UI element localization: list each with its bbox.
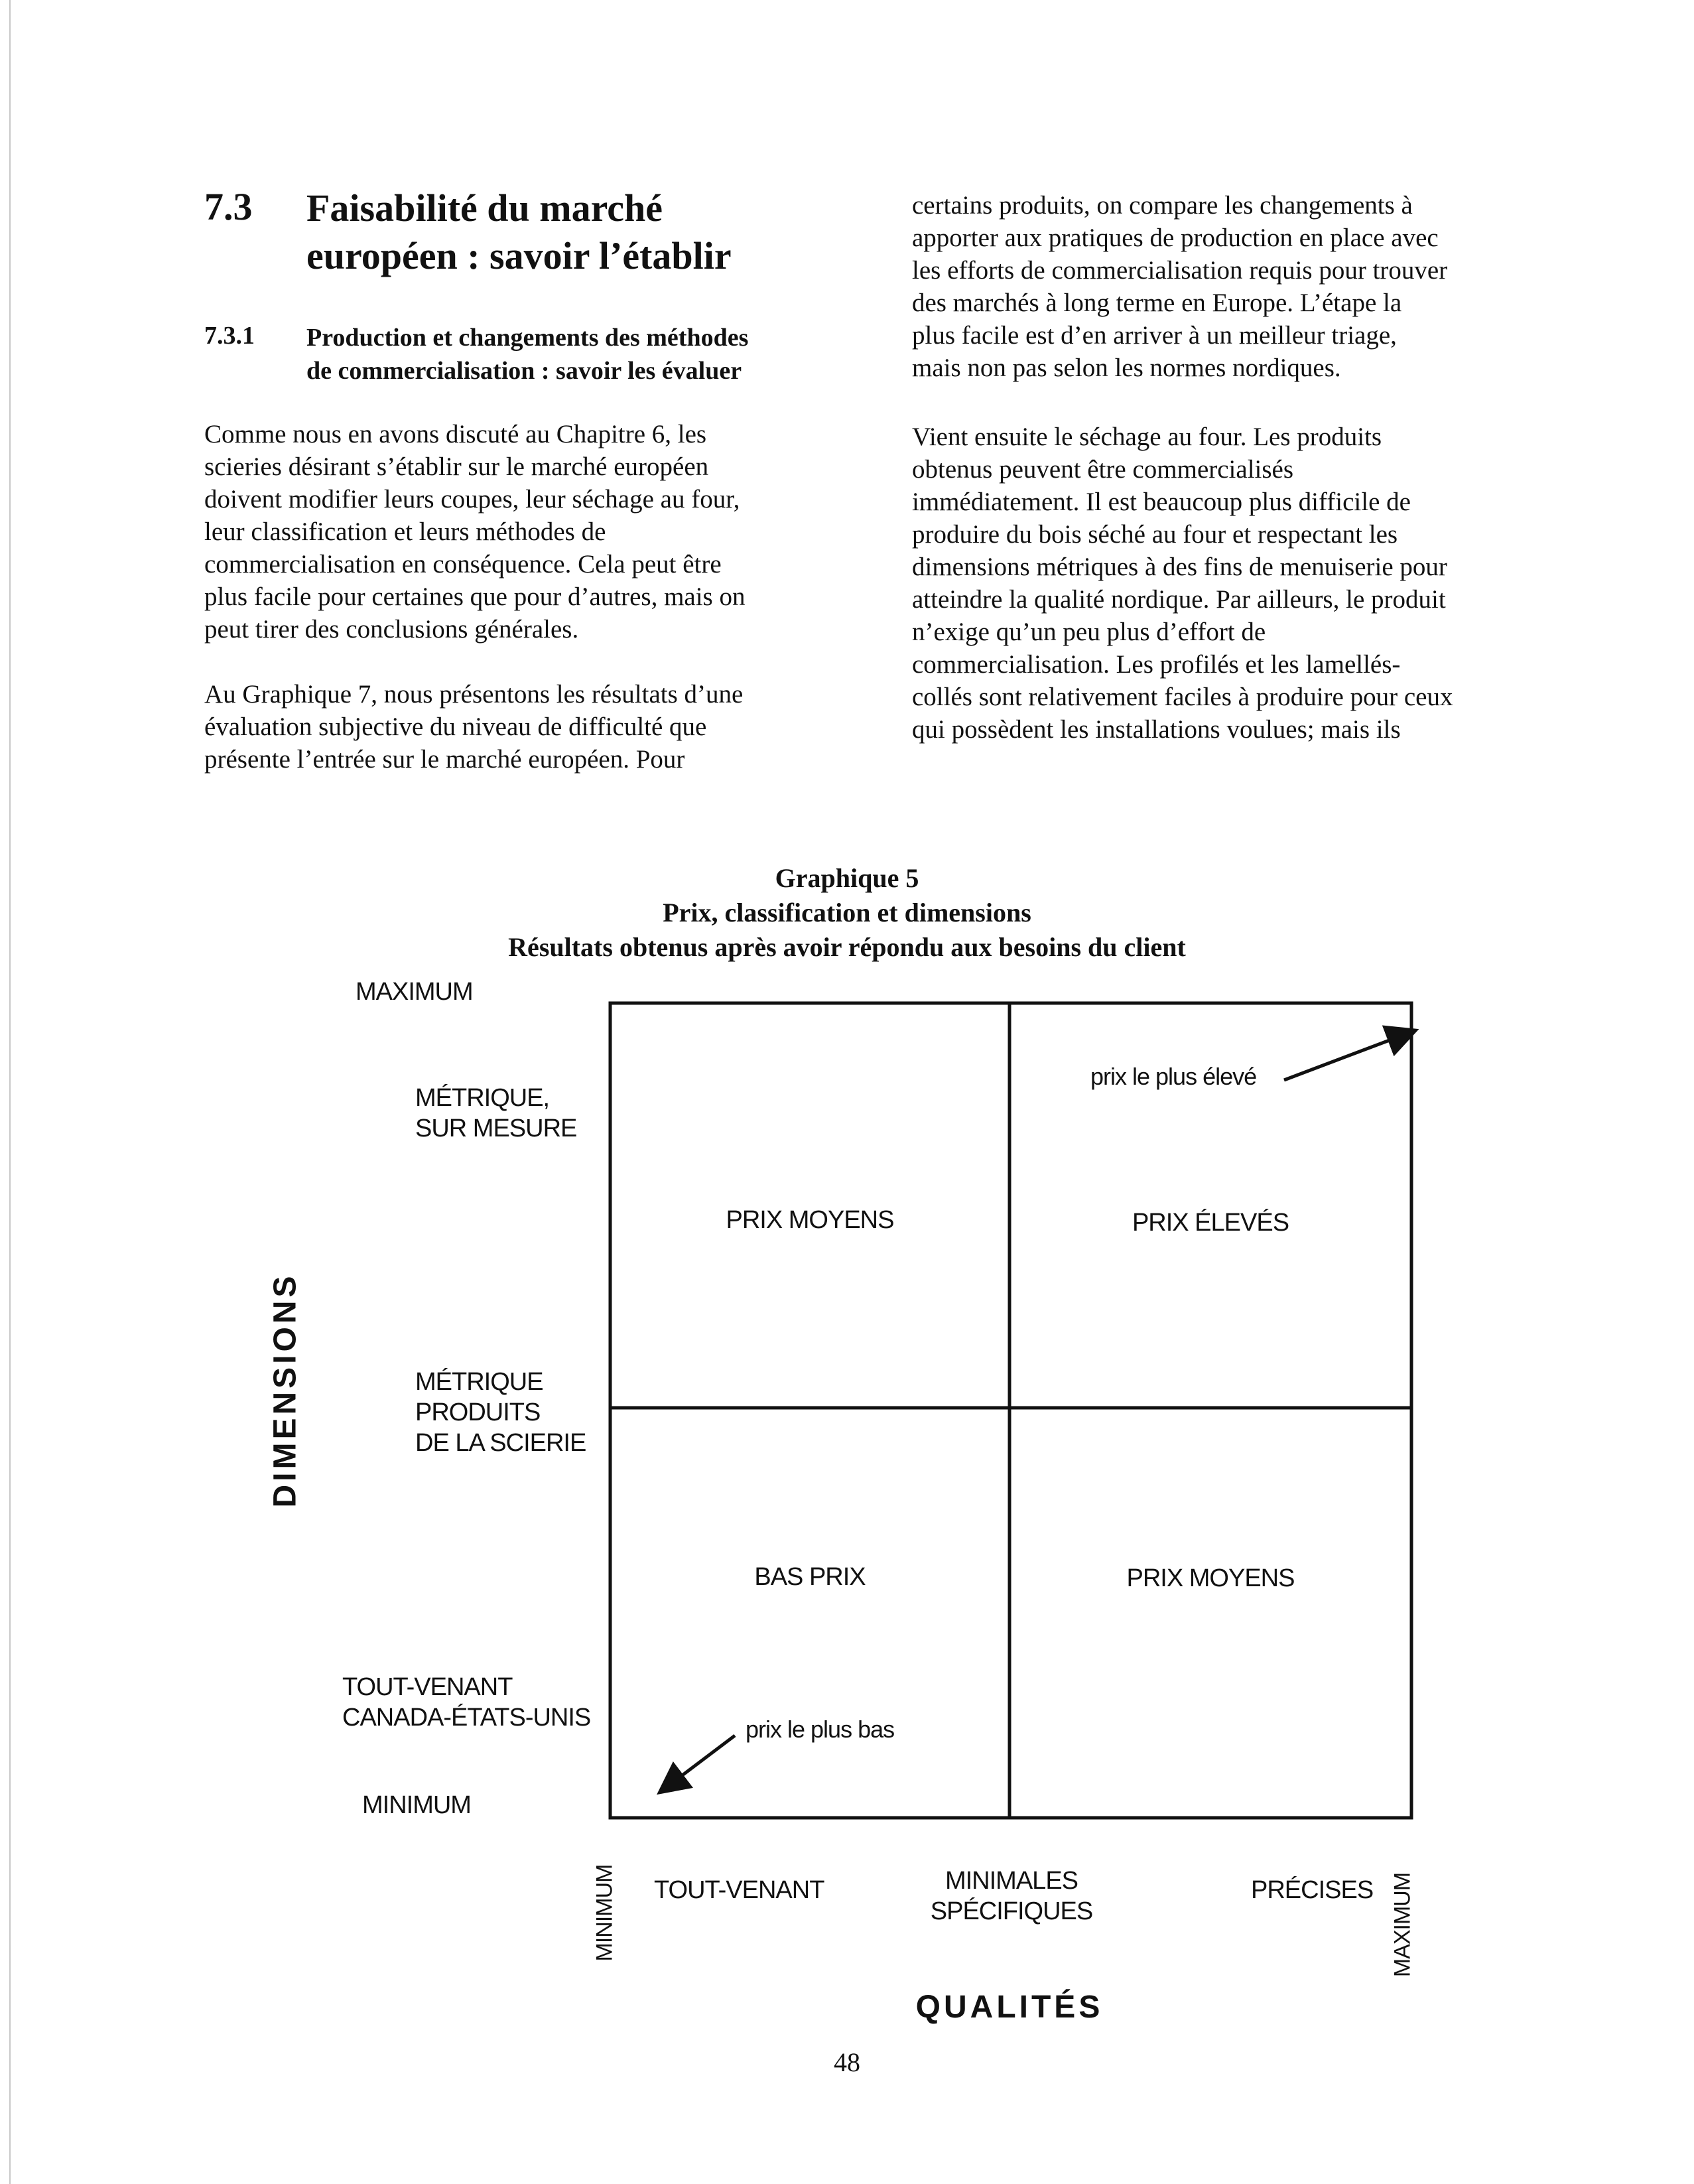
page-number: 48 <box>834 2047 860 2077</box>
annotation-highest-price: prix le plus élevé <box>1090 1063 1257 1090</box>
x-axis-min-label: MINIMUM <box>592 1864 618 1962</box>
paragraph-1: Comme nous en avons discuté au Chapitre 6, les scieries désirant s’établir sur le marché européen doivent modifier leurs coupes, leur séchage au four, leur classification et leurs méthodes de commercialisation en conséquence. Cela peut être plus facile pour certaines que pour d’autres, mais on peut tirer des conclusions générales. <box>204 420 746 644</box>
quadrant-bottom-right-label: PRIX MOYENS <box>1126 1564 1295 1592</box>
y-axis-max-label: MAXIMUM <box>356 978 473 1006</box>
paragraph-4: Vient ensuite le séchage au four. Les produits obtenus peuvent être commercialisés immédiatement. Il est beaucoup plus difficile de produire du bois séché au four et respectant les dimensions métriques à des fins de menuiserie pour atteindre la qualité nordique. Par ailleurs, le produit n’exige qu’un peu plus d’effort de commercialisation. Les profilés et les lamellés- collés sont relativement faciles à produire pour ceux qui possèdent les installations voulues; mais ils <box>912 423 1453 744</box>
y-axis-title: DIMENSIONS <box>267 1272 303 1508</box>
section-title-line-1: Faisabilité du marché <box>306 186 663 230</box>
subsection-title-line-2: de commercialisation : savoir les évaluer <box>306 357 742 385</box>
y-level-metric-custom: MÉTRIQUE, SUR MESURE <box>415 1084 577 1142</box>
annotation-lowest-price: prix le plus bas <box>746 1716 895 1743</box>
x-level-minimum-spec: MINIMALES SPÉCIFIQUES <box>930 1867 1093 1925</box>
y-level-run-of-mill: TOUT-VENANT CANADA-ÉTATS-UNIS <box>342 1673 591 1732</box>
chart-title-line-3: Résultats obtenus après avoir répondu aux besoins du client <box>508 932 1186 962</box>
x-axis-max-label: MAXIMUM <box>1390 1872 1415 1978</box>
paragraph-2: Au Graphique 7, nous présentons les résultats d’une évaluation subjective du niveau de difficulté que présente l’entrée sur le marché européen. Pour <box>204 680 744 774</box>
y-axis-min-label: MINIMUM <box>362 1791 471 1819</box>
section-title-line-2: européen : savoir l’établir <box>306 234 732 277</box>
chart-title-line-1: Graphique 5 <box>775 863 919 893</box>
paragraph-3: certains produits, on compare les changements à apporter aux pratiques de production en place avec les efforts de commercialisation requis pour trouver des marchés à long terme en Europe. L’étape la plus facile est d’en arriver à un meilleur triage, mais non pas selon les normes nordiques. <box>912 191 1448 382</box>
x-level-precise: PRÉCISES <box>1251 1876 1374 1904</box>
quadrant-bottom-left-label: BAS PRIX <box>754 1563 866 1591</box>
subsection-title-line-1: Production et changements des méthodes <box>306 324 749 352</box>
chart-title-line-2: Prix, classification et dimensions <box>663 898 1031 927</box>
arrow-lowest-price <box>670 1736 735 1785</box>
arrow-highest-price <box>1284 1035 1403 1080</box>
x-axis-title: QUALITÉS <box>915 1990 1104 2025</box>
y-level-metric-mill: MÉTRIQUE PRODUITS DE LA SCIERIE <box>415 1368 586 1457</box>
section-number: 7.3 <box>204 185 253 228</box>
subsection-number: 7.3.1 <box>204 322 255 350</box>
x-level-run-of-mill: TOUT-VENANT <box>654 1876 824 1904</box>
quadrant-top-right-label: PRIX ÉLEVÉS <box>1132 1209 1289 1237</box>
quadrant-top-left-label: PRIX MOYENS <box>726 1206 894 1234</box>
